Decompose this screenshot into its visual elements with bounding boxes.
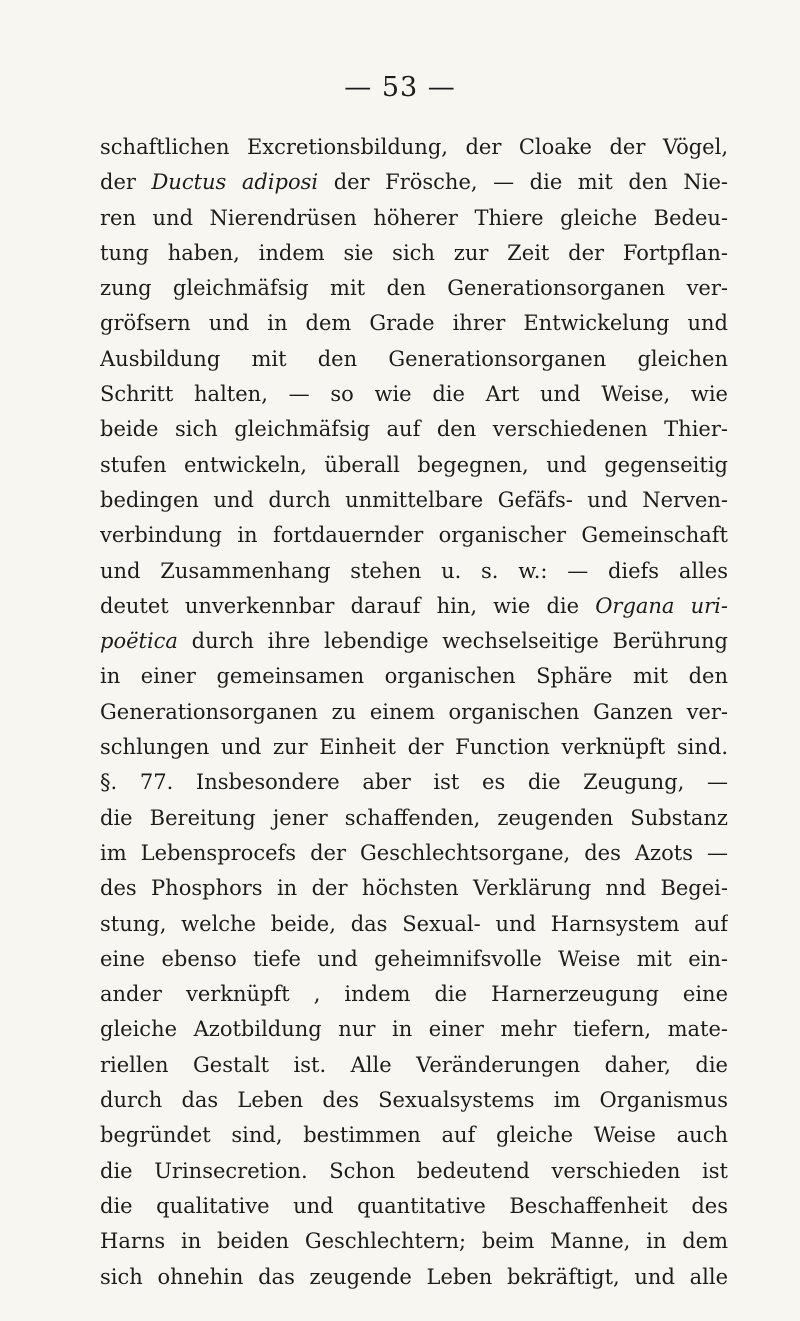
text-line — [100, 306, 728, 341]
text-segment: §. 77. Insbesondere aber ist es die Zeugung, — — [100, 770, 728, 795]
text-segment: deutet unverkennbar darauf hin, wie die — [100, 593, 596, 618]
text-segment: stung, welche beide, das Sexual- und Harnsystem auf — [100, 911, 728, 936]
text-line — [100, 801, 728, 836]
text-segment: die Bereitung jener schaffenden, zeugenden Substanz — [100, 805, 728, 830]
text-line — [100, 871, 728, 906]
text-line — [100, 907, 728, 942]
page-number: — 53 — — [344, 72, 456, 103]
text-line — [100, 659, 728, 694]
text-segment: verbindung in fortdauernder organischer Gemeinschaft — [100, 523, 728, 548]
text-segment: Ausbildung mit den Generationsorganen gleichen — [100, 346, 728, 371]
text-segment: der — [100, 170, 152, 195]
text-segment: schaftlichen Excretionsbildung, der Cloake der Vögel, — [100, 135, 728, 159]
body-text — [100, 130, 728, 1295]
text-segment: ren und Nierendrüsen höherer Thiere gleiche Bedeu- — [100, 205, 728, 230]
text-line — [100, 342, 728, 377]
text-line — [100, 1118, 728, 1153]
text-line — [100, 377, 728, 412]
text-segment: des Phosphors in der höchsten Verklärung nnd Begei- — [100, 876, 728, 901]
italic-term: poëtica — [100, 629, 178, 654]
text-line — [100, 1048, 728, 1083]
text-segment: in einer gemeinsamen organischen Sphäre mit den — [100, 664, 728, 689]
text-segment: sich ohnehin das zeugende Leben bekräftigt, und alle — [100, 1264, 728, 1289]
text-segment: eine ebenso tiefe und geheimnifsvolle Weise mit ein- — [100, 946, 728, 971]
text-segment: gröfsern und in dem Grade ihrer Entwickelung und — [100, 311, 728, 336]
text-line — [100, 271, 728, 306]
text-segment: der Frösche, — die mit den Nie- — [318, 170, 728, 195]
text-line — [100, 589, 728, 624]
text-segment: und Zusammenhang stehen u. s. w.: — diefs alles — [100, 558, 728, 583]
text-line — [100, 554, 728, 589]
text-line — [100, 236, 728, 271]
text-line — [100, 448, 728, 483]
text-segment: die qualitative und quantitative Beschaffenheit des — [100, 1193, 728, 1218]
text-line — [100, 695, 728, 730]
text-line — [100, 942, 728, 977]
text-segment: die Urinsecretion. Schon bedeutend verschieden ist — [100, 1158, 728, 1183]
text-line — [100, 1012, 728, 1047]
italic-term: Ductus adiposi — [151, 170, 319, 195]
text-line — [100, 836, 728, 871]
text-line — [100, 130, 728, 165]
text-segment: im Lebensprocefs der Geschlechtsorgane, des Azots — — [100, 840, 728, 865]
text-segment: bedingen und durch unmittelbare Gefäfs- und Nerven- — [100, 487, 728, 512]
text-segment: tung haben, indem sie sich zur Zeit der Fortpflan- — [100, 240, 728, 265]
text-segment: gleiche Azotbildung nur in einer mehr tiefern, mate- — [100, 1017, 728, 1042]
text-segment: stufen entwickeln, überall begegnen, und gegenseitig — [100, 452, 728, 477]
text-line — [100, 165, 728, 200]
text-line — [100, 1224, 728, 1259]
text-line — [100, 765, 728, 800]
text-segment: begründet sind, bestimmen auf gleiche Weise auch — [100, 1123, 728, 1148]
text-segment: durch das Leben des Sexualsystems im Organismus — [100, 1088, 728, 1113]
text-segment: schlungen und zur Einheit der Function verknüpft sind. — [100, 735, 728, 760]
text-line — [100, 1260, 728, 1295]
text-line — [100, 1189, 728, 1224]
text-line — [100, 977, 728, 1012]
text-line — [100, 730, 728, 765]
italic-term: Organa uri- — [595, 593, 728, 618]
text-segment: Generationsorganen zu einem organischen Ganzen ver- — [100, 699, 728, 724]
text-segment: Schritt halten, — so wie die Art und Weise, wie — [100, 382, 728, 407]
text-segment: zung gleichmäfsig mit den Generationsorganen ver- — [100, 276, 728, 301]
text-line — [100, 1083, 728, 1118]
text-segment: durch ihre lebendige wechselseitige Berührung — [177, 629, 728, 654]
text-segment: riellen Gestalt ist. Alle Veränderungen daher, die — [100, 1052, 728, 1077]
text-line — [100, 412, 728, 447]
text-line — [100, 483, 728, 518]
text-line — [100, 624, 728, 659]
text-segment: Harns in beiden Geschlechtern; beim Manne, in dem — [100, 1229, 728, 1254]
text-segment: beide sich gleichmäfsig auf den verschiedenen Thier- — [100, 417, 728, 442]
text-line — [100, 201, 728, 236]
text-line — [100, 1154, 728, 1189]
text-segment: ander verknüpft , indem die Harnerzeugung eine — [100, 982, 728, 1007]
text-line — [100, 518, 728, 553]
